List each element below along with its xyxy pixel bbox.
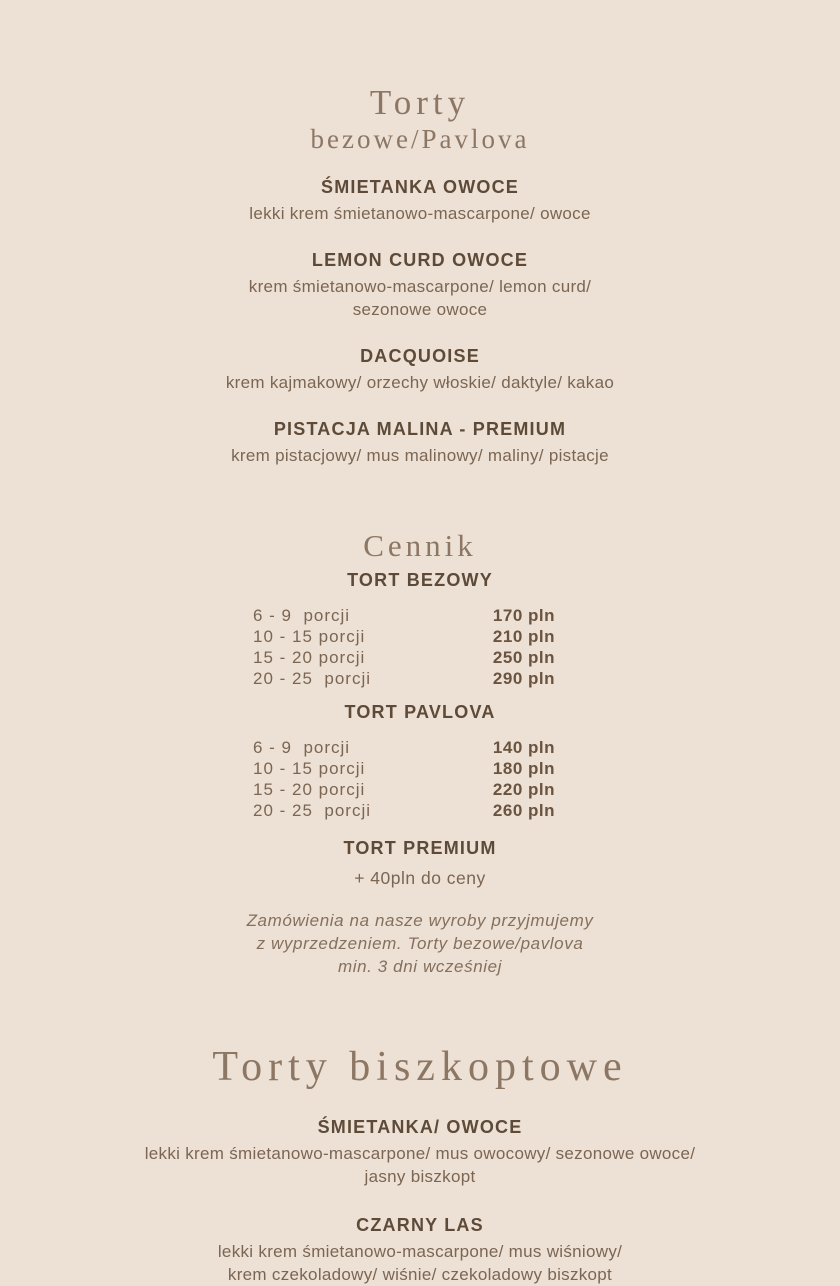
- item-name: ŚMIETANKA OWOCE: [321, 177, 519, 197]
- order-note-line: min. 3 dni wcześniej: [337, 957, 503, 976]
- portion-label: 6 - 9 porcji: [253, 606, 351, 625]
- item-description-line: krem pistacjowy/ mus malinowy/ maliny/ pistacje: [231, 446, 609, 465]
- price-value: 180 pln: [492, 759, 555, 778]
- price-row: [253, 668, 555, 689]
- price-value: 260 pln: [492, 801, 555, 820]
- price-group-title-pavlova: TORT PAVLOVA: [344, 702, 496, 722]
- item-name: CZARNY LAS: [356, 1215, 484, 1235]
- item-name: ŚMIETANKA/ OWOCE: [317, 1117, 523, 1137]
- item-name: DACQUOISE: [360, 346, 480, 366]
- price-group-title-bezowy: TORT BEZOWY: [347, 570, 493, 590]
- portion-label: 6 - 9 porcji: [253, 738, 351, 757]
- item-description-line: lekki krem śmietanowo-mascarpone/ mus wiśniowy/: [217, 1242, 623, 1261]
- price-row: [253, 758, 555, 779]
- price-value: 170 pln: [492, 606, 555, 625]
- price-row: [253, 800, 555, 821]
- menu-subtitle: bezowe/Pavlova: [310, 124, 530, 154]
- price-value: 250 pln: [492, 648, 555, 667]
- sponge-section-title: Torty biszkoptowe: [212, 1044, 628, 1090]
- menu-item-smietanka-owoce-sponge: [0, 1116, 840, 1188]
- order-note-line: z wyprzedzeniem. Torty bezowe/pavlova: [256, 934, 584, 953]
- item-description-line: krem kajmakowy/ orzechy włoskie/ daktyle/ kakao: [225, 373, 615, 392]
- menu-item-smietanka-owoce: [0, 176, 840, 225]
- price-row: [253, 626, 555, 647]
- portion-label: 10 - 15 porcji: [253, 627, 366, 646]
- price-row: [253, 779, 555, 800]
- order-note-line: Zamówienia na nasze wyroby przyjmujemy: [246, 911, 594, 930]
- item-description-line: jasny biszkopt: [364, 1167, 476, 1186]
- menu-title: Torty: [369, 83, 471, 122]
- price-group-title-premium: TORT PREMIUM: [343, 838, 497, 858]
- menu-item-czarny-las: [0, 1214, 840, 1286]
- item-description-line: sezonowe owoce: [352, 300, 488, 319]
- price-row: [253, 605, 555, 626]
- meringue-section: [0, 84, 840, 467]
- price-row: [253, 737, 555, 758]
- menu-item-pistacja-malina: [0, 418, 840, 467]
- order-note: [0, 909, 840, 978]
- portion-label: 15 - 20 porcji: [253, 648, 366, 667]
- menu-item-lemon-curd-owoce: [0, 249, 840, 321]
- item-description-line: krem czekoladowy/ wiśnie/ czekoladowy biszkopt: [227, 1265, 613, 1284]
- portion-label: 15 - 20 porcji: [253, 780, 366, 799]
- menu-item-dacquoise: [0, 345, 840, 394]
- price-value: 140 pln: [492, 738, 555, 757]
- item-name: PISTACJA MALINA - PREMIUM: [273, 419, 567, 439]
- item-description-line: lekki krem śmietanowo-mascarpone/ mus owocowy/ sezonowe owoce/: [144, 1144, 696, 1163]
- portion-label: 20 - 25 porcji: [253, 801, 371, 820]
- portion-label: 10 - 15 porcji: [253, 759, 366, 778]
- item-description-line: krem śmietanowo-mascarpone/ lemon curd/: [248, 277, 592, 296]
- premium-surcharge-note: + 40pln do ceny: [354, 868, 486, 888]
- price-value: 210 pln: [492, 627, 555, 646]
- item-description-line: lekki krem śmietanowo-mascarpone/ owoce: [249, 204, 591, 223]
- item-name: LEMON CURD OWOCE: [311, 250, 529, 270]
- sponge-section: [0, 1044, 840, 1286]
- portion-label: 20 - 25 porcji: [253, 669, 371, 688]
- price-row: [253, 647, 555, 668]
- price-table-pavlova: [253, 737, 555, 821]
- price-value: 290 pln: [492, 669, 555, 688]
- price-value: 220 pln: [492, 780, 555, 799]
- pricing-title: Cennik: [363, 528, 477, 563]
- pricing-section: [0, 529, 840, 978]
- price-table-bezowy: [253, 605, 555, 689]
